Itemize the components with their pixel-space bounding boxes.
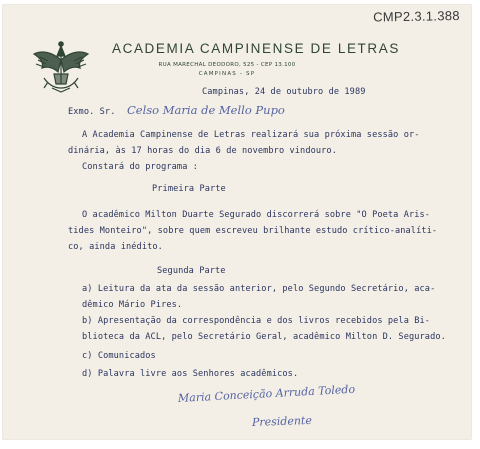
organization-city: CAMPINAS - SP xyxy=(198,71,256,77)
intro-line-2: dinária, às 17 horas do dia 6 de novembro vindouro. xyxy=(68,146,337,156)
signature-title: Presidente xyxy=(251,413,313,429)
letterhead xyxy=(112,41,400,77)
recipient-name-handwritten: Celso Maria de Mello Pupo xyxy=(127,103,285,117)
organization-name: ACADEMIA CAMPINENSE DE LETRAS xyxy=(112,41,400,56)
date-line: Campinas, 24 de outubro de 1989 xyxy=(202,87,366,97)
item-a-line-1: a) Leitura da ata da sessão anterior, pelo Segundo Secretário, aca- xyxy=(82,284,436,294)
item-b-line-2: blioteca da ACL, pelo Secretário Geral, acadêmico Milton D. Segurado. xyxy=(82,332,446,342)
organization-address: RUA MARECHAL DEODORO, 525 - CEP 13.100 xyxy=(158,62,296,68)
item-c: c) Comunicados xyxy=(82,351,156,361)
archive-code: CMP2.3.1.388 xyxy=(373,8,461,25)
part-two-heading: Segunda Parte xyxy=(157,266,226,276)
item-d: d) Palavra livre aos Senhores acadêmicos. xyxy=(82,369,299,379)
item-b-line-1: b) Apresentação da correspondência e dos livros recebidos pela Bi- xyxy=(82,316,431,326)
salutation: Exmo. Sr. xyxy=(68,107,116,117)
part-one-line-2: tides Monteiro", sobre quem escreveu brilhante estudo crítico-analíti- xyxy=(68,226,438,236)
academy-emblem-icon xyxy=(30,38,92,94)
intro-line-1: A Academia Campinense de Letras realizará sua próxima sessão or- xyxy=(82,130,420,140)
program-intro: Constará do programa : xyxy=(82,162,199,172)
part-one-heading: Primeira Parte xyxy=(152,184,226,194)
letter-sheet xyxy=(2,4,472,440)
part-one-line-1: O acadêmico Milton Duarte Segurado discorrerá sobre "O Poeta Aris- xyxy=(82,210,431,220)
item-a-line-2: dêmico Mário Pires. xyxy=(82,300,183,310)
signature: Maria Conceição Arruda Toledo xyxy=(177,382,356,405)
part-one-line-3: co, ainda inédito. xyxy=(68,242,163,252)
